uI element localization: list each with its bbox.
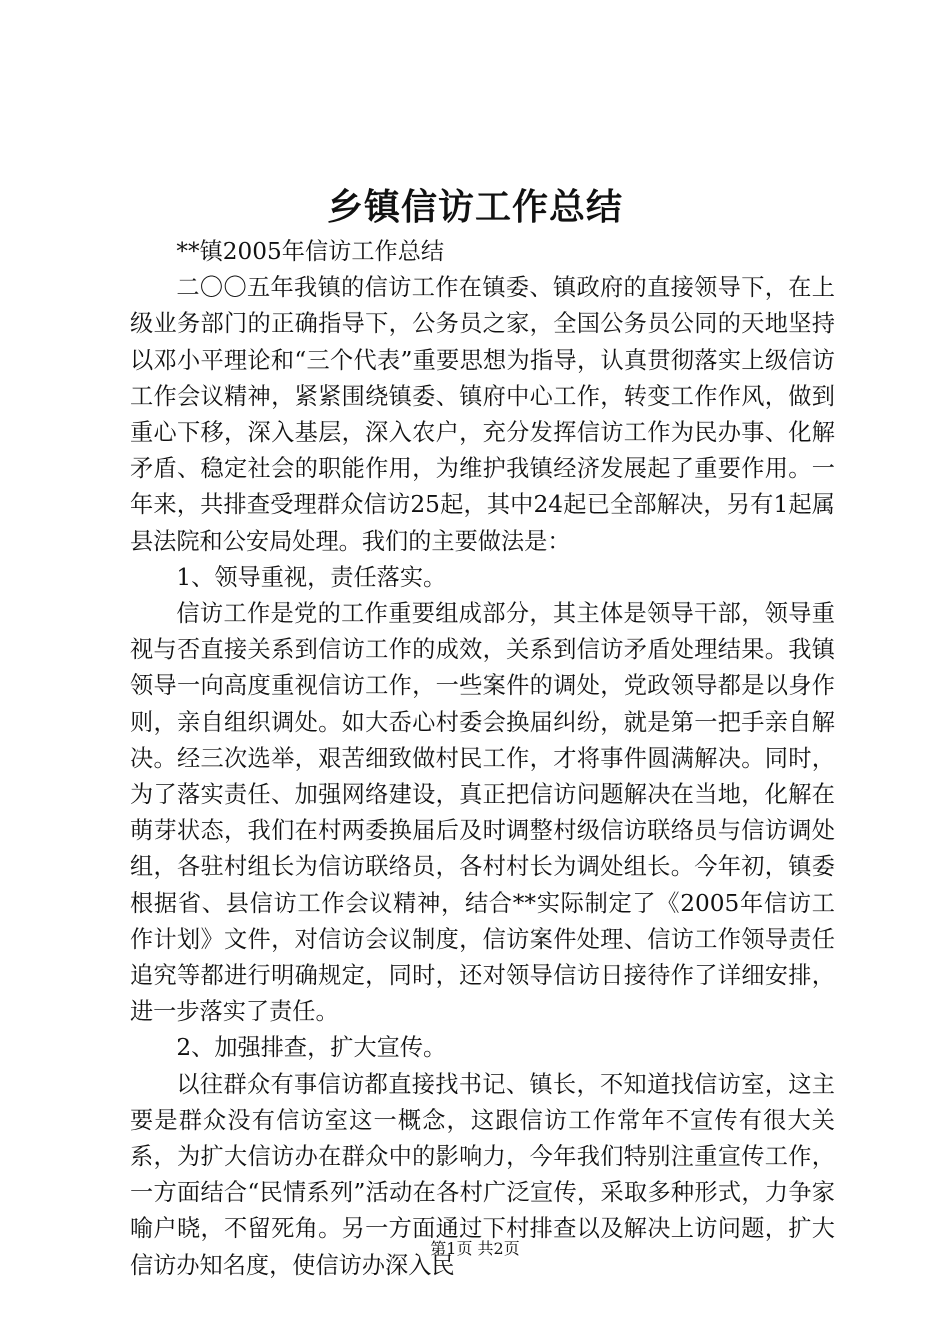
page-footer: 第1页 共2页 (430, 1239, 520, 1258)
subheading: 1、领导重视，责任落实。 (176, 563, 447, 591)
paragraph: 二〇〇五年我镇的信访工作在镇委、镇政府的直接领导下，在上级业务部门的正确指导下，公务员之家，全国公务员公同的天地坚持以邓小平理论和“三个代表”重要思想为指导，认真贯彻落实上级信访工作会议精神，紧紧围绕镇委、镇府中心工作，转变工作作风，做到重心下移，深入基层，深入农户，充分发挥信访工作为民办事、化解矛盾、稳定社会的职能作用，为维护我镇经济发展起了重要作用。一年来，共排查受理群众信访25起，其中24起已全部解决，另有1起属县法院和公安局处理。我们的主要做法是： (130, 274, 835, 555)
document-title: 乡镇信访工作总结 (326, 187, 623, 228)
section-heading: **镇2005年信访工作总结 (176, 238, 445, 265)
document-body (130, 234, 835, 1284)
paragraph: 信访工作是党的工作重要组成部分，其主体是领导干部，领导重视与否直接关系到信访工作的成效，关系到信访矛盾处理结果。我镇领导一向高度重视信访工作，一些案件的调处，党政领导都是以身作则，亲自组织调处。如大岙心村委会换届纠纷，就是第一把手亲自解决。经三次选举，艰苦细致做村民工作，才将事件圆满解决。同时，为了落实责任、加强网络建设，真正把信访问题解决在当地，化解在萌芽状态，我们在村两委换届后及时调整村级信访联络员与信访调处组，各驻村组长为信访联络员，各村村长为调处组长。今年初，镇委根据省、县信访工作会议精神，结合**实际制定了《2005年信访工作计划》文件，对信访会议制度，信访案件处理、信访工作领导责任追究等都进行明确规定，同时，还对领导信访日接待作了详细安排，进一步落实了责任。 (130, 600, 835, 1026)
paragraph: 以往群众有事信访都直接找书记、镇长，不知道找信访室，这主要是群众没有信访室这一概念，这跟信访工作常年不宣传有很大关系，为扩大信访办在群众中的影响力，今年我们特别注重宣传工作，一方面结合“民情系列”活动在各村广泛宣传，采取多种形式，力争家喻户晓，不留死角。另一方面通过下村排查以及解决上访问题，扩大信访办知名度，使信访办深入民 (130, 1070, 835, 1279)
subheading: 2、加强排查，扩大宣传。 (176, 1034, 447, 1062)
